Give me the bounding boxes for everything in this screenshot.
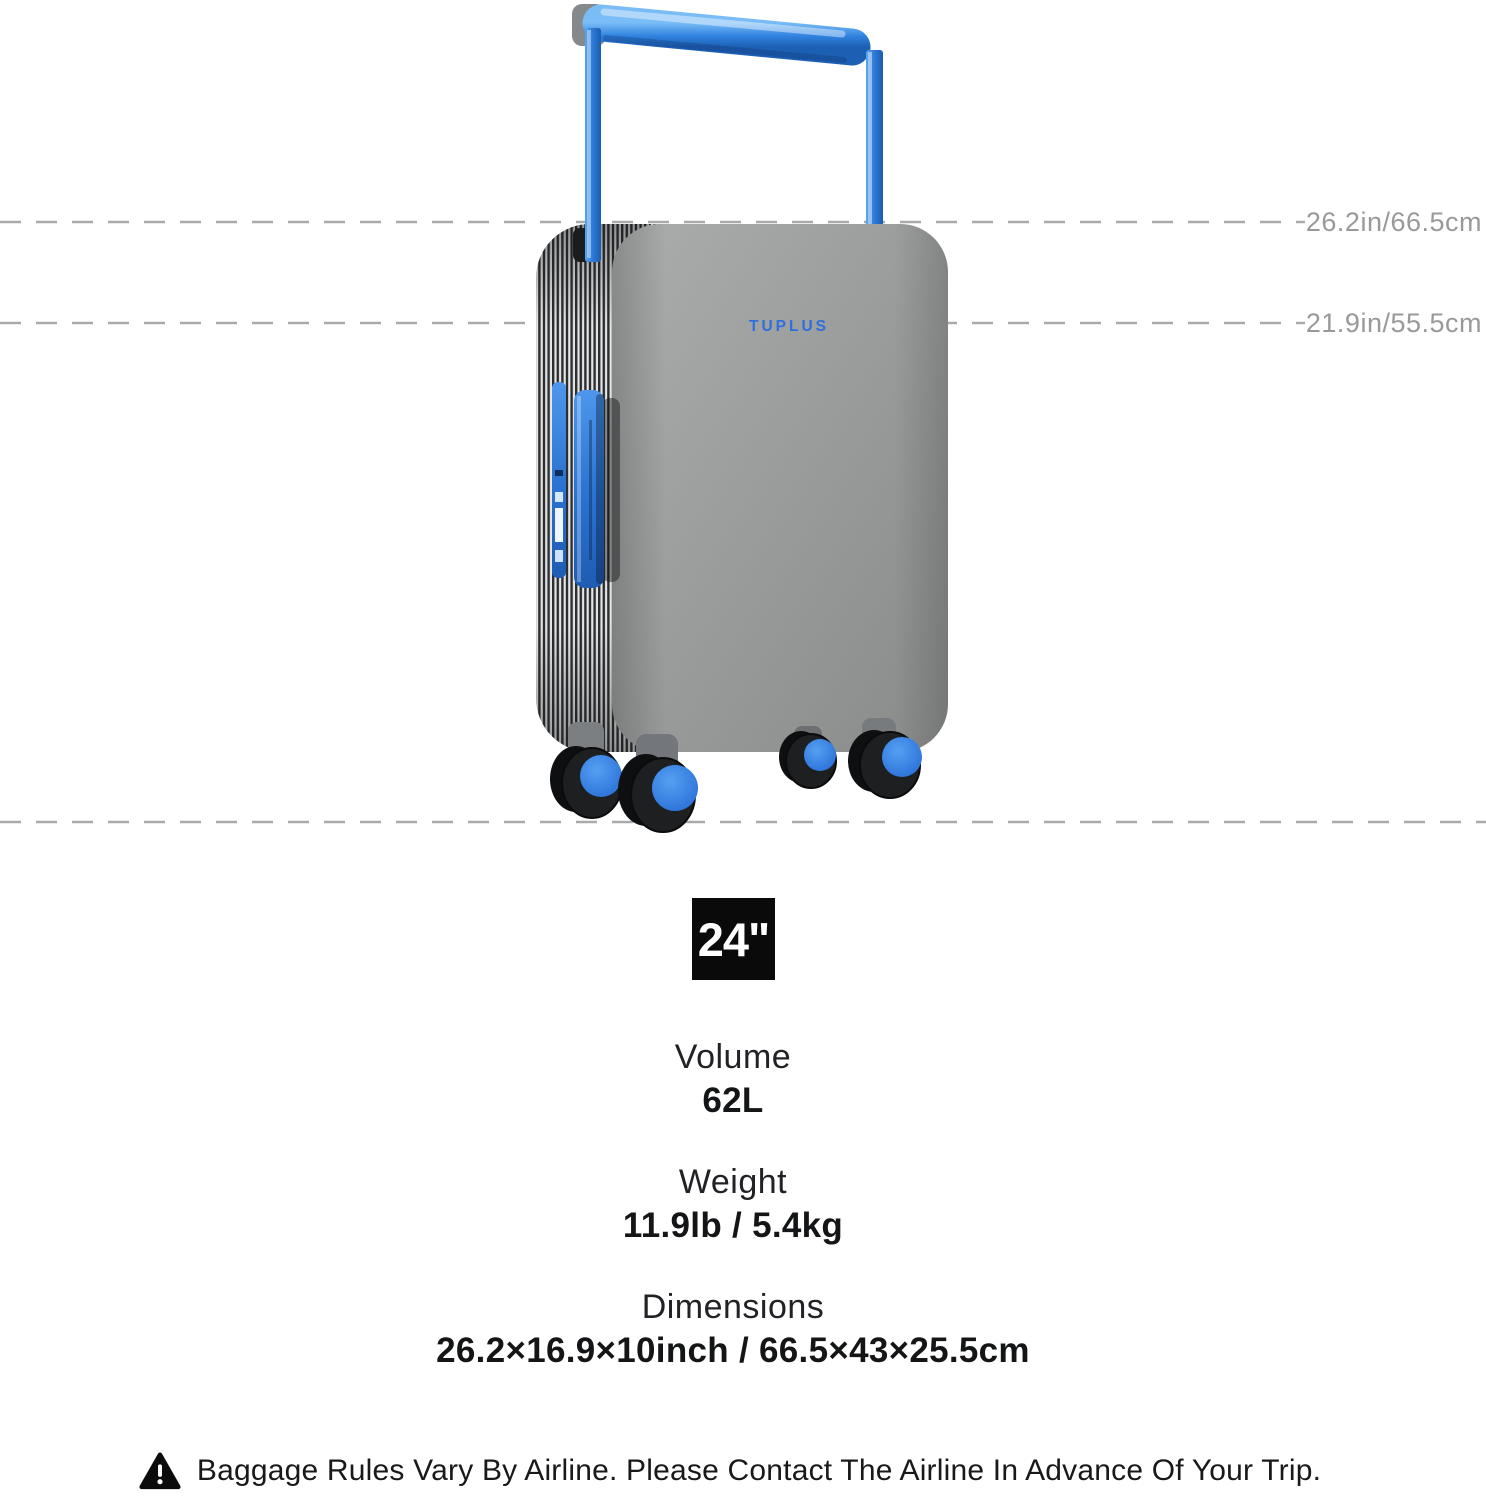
- size-badge: 24": [692, 898, 775, 980]
- disclaimer: [0, 1452, 1473, 1490]
- trolley-handle: [572, 4, 883, 240]
- spec-dimensions-label: Dimensions: [641, 1288, 825, 1326]
- spec-dimensions-value: 26.2×16.9×10inch / 66.5×43×25.5cm: [436, 1331, 1030, 1370]
- suitcase-graphic: [536, 4, 948, 832]
- front-face: [612, 224, 948, 752]
- spec-weight-label: Weight: [678, 1163, 788, 1201]
- spec-weight-value: 11.9lb / 5.4kg: [622, 1206, 844, 1245]
- spec-volume-label: Volume: [674, 1038, 792, 1076]
- warning-icon: [139, 1452, 181, 1490]
- side-lock-strip: [552, 382, 566, 578]
- brand-logo: TUPLUS: [749, 318, 829, 335]
- case-height-label: 21.9in/55.5cm: [1305, 308, 1482, 338]
- side-carry-handle: [574, 390, 620, 588]
- spec-weight: [0, 1161, 1476, 1249]
- spec-volume-value: 62L: [702, 1081, 764, 1120]
- suitcase-body: [536, 28, 948, 752]
- total-height-label: 26.2in/66.5cm: [1305, 207, 1482, 237]
- disclaimer-text: Baggage Rules Vary By Airline. Please Contact The Airline In Advance Of Your Trip.: [196, 1454, 1322, 1487]
- spec-dimensions: [0, 1286, 1476, 1374]
- spec-volume: [0, 1036, 1476, 1124]
